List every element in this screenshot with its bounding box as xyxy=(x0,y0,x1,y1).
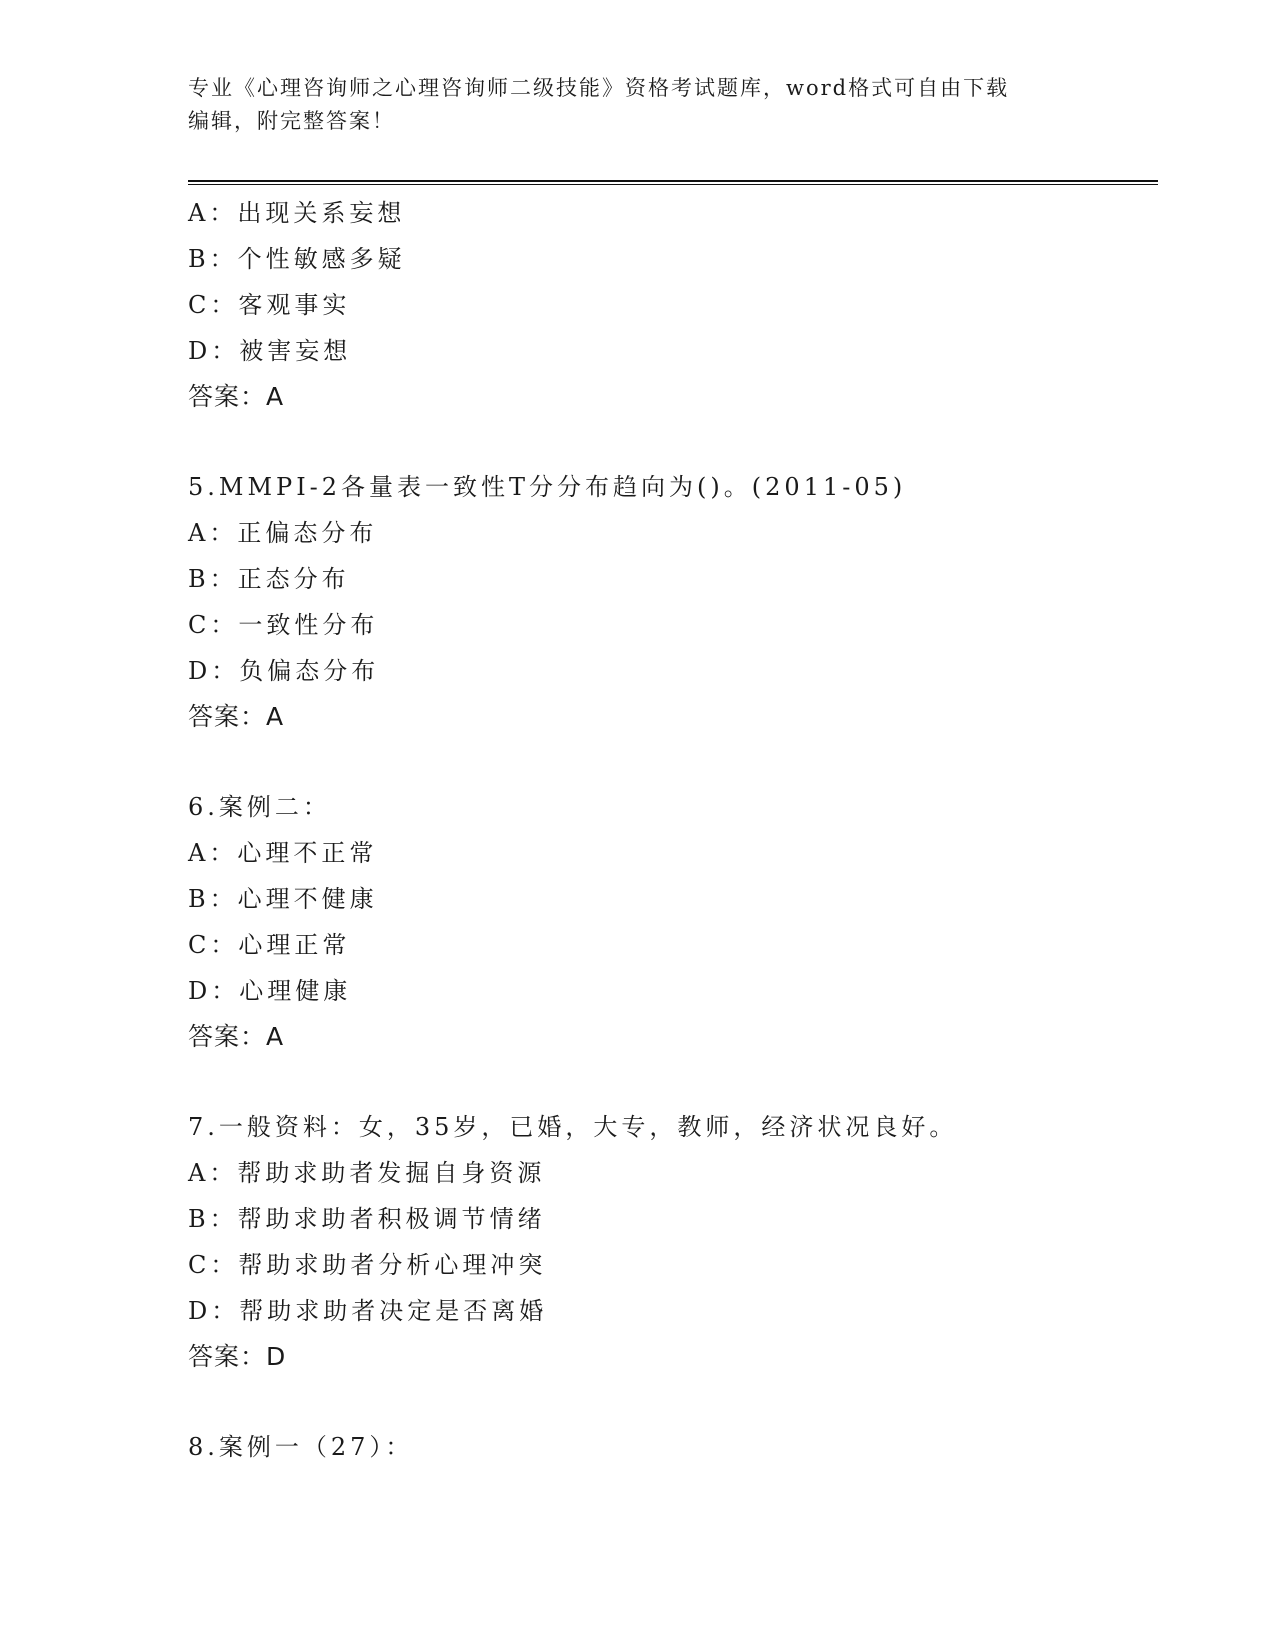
option-c: C：一致性分布 xyxy=(188,611,379,639)
header-divider-thick xyxy=(188,180,1158,182)
question-stem: 6.案例二： xyxy=(188,793,331,821)
option-c: C：帮助求助者分析心理冲突 xyxy=(188,1251,547,1279)
option-b: B：心理不健康 xyxy=(188,885,378,913)
option-b: B：正态分布 xyxy=(188,565,350,593)
option-a: A：出现关系妄想 xyxy=(188,199,406,227)
option-b: B：个性敏感多疑 xyxy=(188,245,406,273)
question-6 xyxy=(188,784,1148,1060)
option-a: A：正偏态分布 xyxy=(188,519,378,547)
answer-line: 答案：A xyxy=(188,702,285,731)
question-5 xyxy=(188,464,1148,740)
option-d: D：心理健康 xyxy=(188,977,352,1005)
spacer xyxy=(188,1380,1148,1424)
answer-line: 答案：D xyxy=(188,1342,287,1371)
option-b: B：帮助求助者积极调节情绪 xyxy=(188,1205,546,1233)
option-a: A：帮助求助者发掘自身资源 xyxy=(188,1159,546,1187)
option-d: D：被害妄想 xyxy=(188,337,352,365)
document-header xyxy=(188,72,1088,138)
question-stem: 5.MMPI-2各量表一致性T分分布趋向为()。(2011-05) xyxy=(188,473,907,501)
option-d: D：帮助求助者决定是否离婚 xyxy=(188,1297,548,1325)
spacer xyxy=(188,1060,1148,1104)
question-8 xyxy=(188,1424,1148,1470)
option-d: D：负偏态分布 xyxy=(188,657,380,685)
option-c: C：客观事实 xyxy=(188,291,351,319)
question-stem: 7.一般资料：女，35岁，已婚，大专，教师，经济状况良好。 xyxy=(188,1113,958,1141)
question-stem: 8.案例一（27）： xyxy=(188,1433,414,1461)
spacer xyxy=(188,740,1148,784)
answer-line: 答案：A xyxy=(188,1022,285,1051)
question-4 xyxy=(188,190,1148,420)
option-c: C：心理正常 xyxy=(188,931,351,959)
option-a: A：心理不正常 xyxy=(188,839,378,867)
question-list xyxy=(188,190,1148,1470)
answer-line: 答案：A xyxy=(188,382,285,411)
header-line-1: 专业《心理咨询师之心理咨询师二级技能》资格考试题库，word格式可自由下载 xyxy=(188,76,1010,100)
spacer xyxy=(188,420,1148,464)
header-divider-thin xyxy=(188,184,1158,185)
header-line-2: 编辑，附完整答案！ xyxy=(188,109,395,133)
question-7 xyxy=(188,1104,1148,1380)
